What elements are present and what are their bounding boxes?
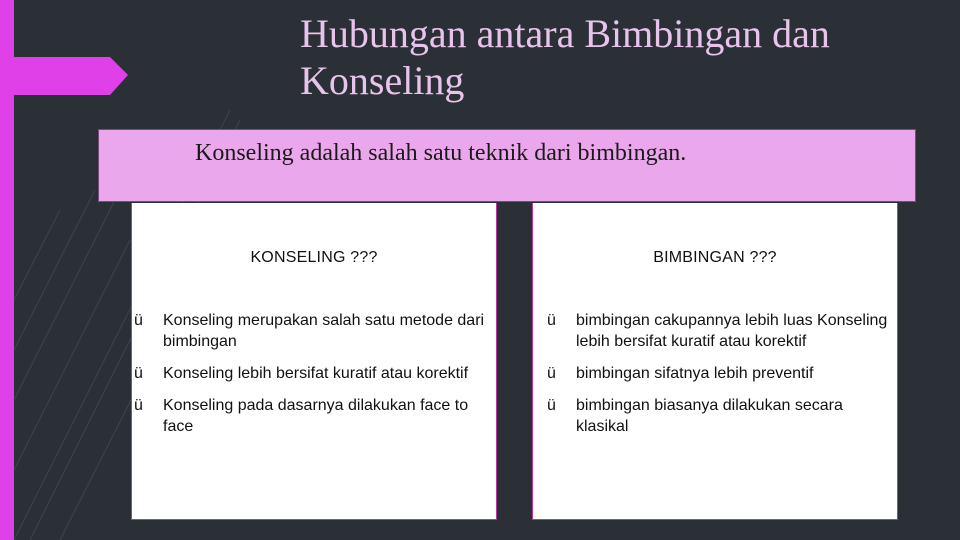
bimbingan-list <box>535 310 890 448</box>
konseling-list <box>122 310 492 448</box>
list-item: ü bimbingan biasanya dilakukan secara klasikal <box>547 397 843 435</box>
list-item: ü Konseling pada dasarnya dilakukan face to face <box>134 397 469 435</box>
konseling-heading: KONSELING ??? <box>250 249 378 266</box>
list-item: ü Konseling lebih bersifat kuratif atau korektif <box>134 365 469 382</box>
banner-text: Konseling adalah salah satu teknik dari bimbingan. <box>195 140 687 166</box>
checkmark-icon: ü <box>547 365 556 382</box>
checkmark-icon: ü <box>134 312 143 329</box>
slide-title: Hubungan antara Bimbingan dan Konseling <box>300 11 830 103</box>
bimbingan-heading: BIMBINGAN ??? <box>653 249 777 266</box>
list-item: ü bimbingan cakupannya lebih luas Konseling lebih bersifat kuratif atau korektif <box>547 312 888 350</box>
konseling-card <box>131 203 497 520</box>
list-item: ü Konseling merupakan salah satu metode dari bimbingan <box>134 312 485 350</box>
bimbingan-card <box>532 203 898 520</box>
checkmark-icon: ü <box>547 312 556 329</box>
checkmark-icon: ü <box>547 397 556 414</box>
checkmark-icon: ü <box>134 397 143 414</box>
checkmark-icon: ü <box>134 365 143 382</box>
list-item: ü bimbingan sifatnya lebih preventif <box>547 365 814 382</box>
definition-banner <box>98 129 916 202</box>
